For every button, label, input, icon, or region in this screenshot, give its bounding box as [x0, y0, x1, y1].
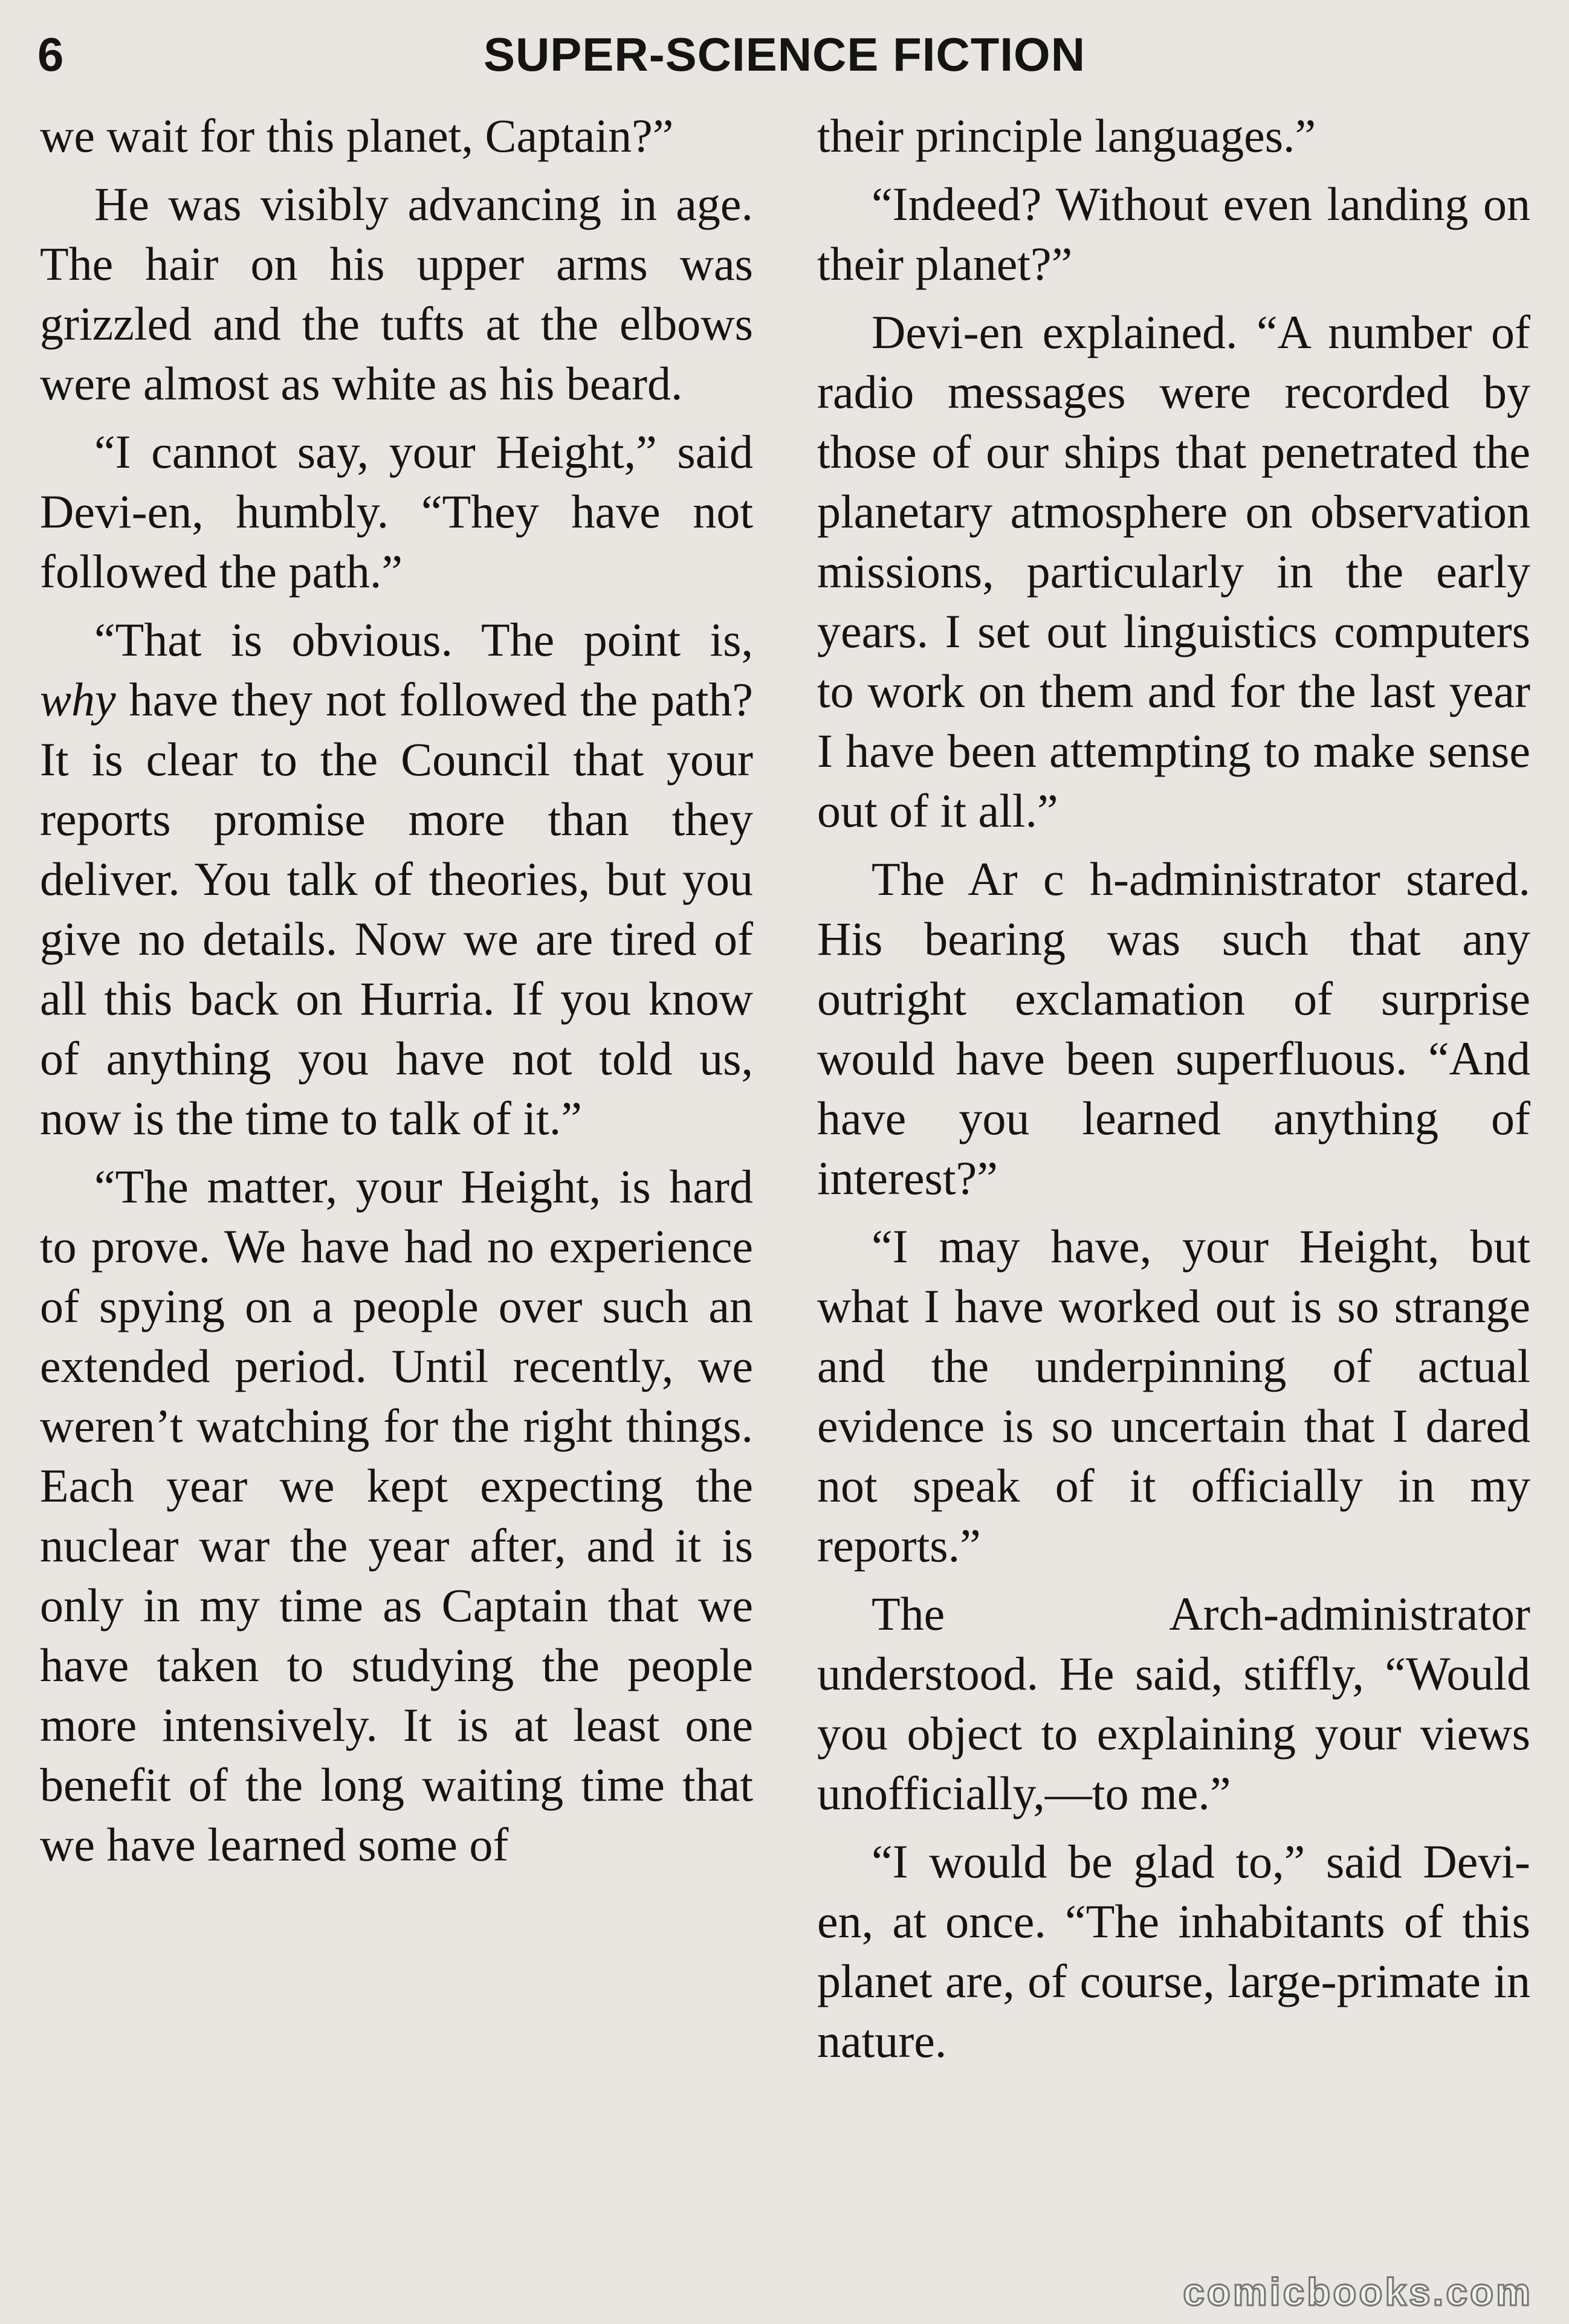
- paragraph-text: “That is obvious. The point is,: [94, 613, 753, 666]
- paragraph-text: have they not followed the path? It is clear to the Council that your reports promise more than they deliver. You talk of theories, but you give no details. Now we are tired of all this back on Hurria. If you know of anything you have not told us, now is the time to talk of it.”: [40, 673, 753, 1144]
- running-title: SUPER-SCIENCE FICTION: [483, 28, 1086, 81]
- paragraph: Devi-en explained. “A number of radio messages were recorded by those of our ships that penetrated the planetary atmosphere on observation missions, particularly in the early years. I set out linguistics computers to work on them and for the last year I have been attempting to make sense out of it all.”: [817, 306, 1530, 837]
- paragraph: we wait for this planet, Captain?”: [40, 109, 674, 162]
- paragraph: He was visibly advancing in age. The hair on his upper arms was grizzled and the tufts at the elbows were almost as white as his beard.: [40, 178, 753, 410]
- site-watermark: comicbooks.com: [1183, 2270, 1533, 2314]
- paragraph: The Ar c h-administrator stared. His bearing was such that any outright exclamation of surprise would have been superfluous. “And have you learned anything of interest?”: [817, 853, 1530, 1204]
- paragraph: their principle languages.”: [817, 109, 1316, 162]
- paragraph: “I cannot say, your Height,” said Devi-en, humbly. “They have not followed the path.”: [40, 425, 753, 598]
- page-header: [0, 18, 1569, 91]
- paragraph: “I may have, your Height, but what I have worked out is so strange and the underpinning of actual evidence is so uncertain that I dared not speak of it officially in my reports.”: [817, 1220, 1530, 1572]
- paragraph: The Arch-administrator understood. He said, stiffly, “Would you object to explaining your views unofficially,—to me.”: [817, 1587, 1530, 1819]
- paragraph: “The matter, your Height, is hard to prove. We have had no experience of spying on a people over such an extended period. Until recently, we weren’t watching for the right things. Each year we kept expecting the nuclear war the year after, and it is only in my time as Captain that we have taken to studying the people more intensively. It is at least one benefit of the long waiting time that we have learned some of: [40, 1160, 753, 1871]
- left-column: [40, 106, 753, 1883]
- paragraph: [40, 610, 753, 1148]
- page-number: 6: [37, 28, 64, 81]
- right-column: [817, 106, 1530, 2079]
- paragraph: “I would be glad to,” said Devi-en, at once. “The inhabitants of this planet are, of course, large-primate in nature.: [817, 1835, 1530, 2067]
- paragraph: “Indeed? Without even landing on their planet?”: [817, 178, 1530, 290]
- emphasis-text: why: [40, 673, 116, 726]
